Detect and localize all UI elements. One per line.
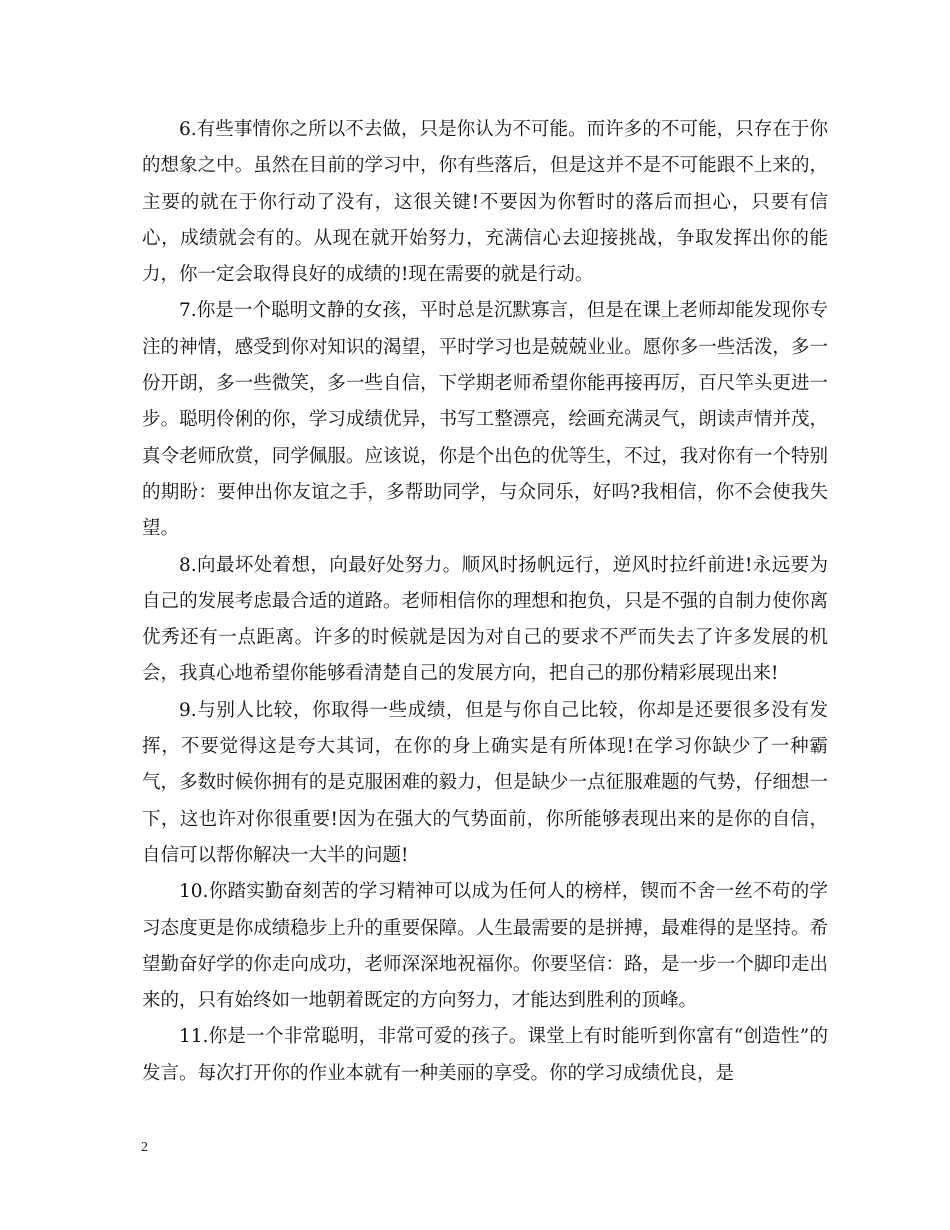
document-body bbox=[142, 112, 828, 1092]
paragraph-10: 10.你踏实勤奋刻苦的学习精神可以成为任何人的榜样，锲而不舍一丝不苟的学习态度更是你成绩稳步上升的重要保障。人生最需要的是拼搏，最难得的是坚持。希望勤奋好学的你走向成功，老师深深地祝福你。你要坚信：路，是一步一个脚印走出来的，只有始终如一地朝着既定的方向努力，才能达到胜利的顶峰。 bbox=[142, 881, 828, 1012]
paragraph-9: 9.与别人比较，你取得一些成绩，但是与你自己比较，你却是还要很多没有发挥，不要觉得这是夸大其词，在你的身上确实是有所体现!在学习你缺少了一种霸气，多数时候你拥有的是克服困难的毅力，但是缺少一点征服难题的气势，仔细想一下，这也许对你很重要!因为在强大的气势面前，你所能够表现出来的是你的自信，自信可以帮你解决一大半的问题! bbox=[142, 699, 828, 866]
paragraph-8: 8.向最坏处着想，向最好处努力。顺风时扬帆远行，逆风时拉纤前进!永远要为自己的发展考虑最合适的道路。老师相信你的理想和抱负，只是不强的自制力使你离优秀还有一点距离。许多的时候就是因为对自己的要求不严而失去了许多发展的机会，我真心地希望你能够看清楚自己的发展方向，把自己的那份精彩展现出来! bbox=[142, 554, 828, 685]
paragraph-6: 6.有些事情你之所以不去做，只是你认为不可能。而许多的不可能，只存在于你的想象之中。虽然在目前的学习中，你有些落后，但是这并不是不可能跟不上来的，主要的就在于你行动了没有，这很关键!不要因为你暂时的落后而担心，只要有信心，成绩就会有的。从现在就开始努力，充满信心去迎接挑战，争取发挥出你的能力，你一定会取得良好的成绩的!现在需要的就是行动。 bbox=[142, 119, 828, 286]
paragraph-7: 7.你是一个聪明文静的女孩，平时总是沉默寡言，但是在课上老师却能发现你专注的神情，感受到你对知识的渴望，平时学习也是兢兢业业。愿你多一些活泼，多一份开朗，多一些微笑，多一些自信，下学期老师希望你能再接再厉，百尺竿头更进一步。聪明伶俐的你，学习成绩优异，书写工整漂亮，绘画充满灵气，朗读声情并茂，真令老师欣赏，同学佩服。应该说，你是个出色的优等生，不过，我对你有一个特别的期盼：要伸出你友谊之手，多帮助同学，与众同乐，好吗?我相信，你不会使我失望。 bbox=[142, 300, 828, 540]
page-number: 2 bbox=[141, 1140, 148, 1155]
paragraph-11: 11.你是一个非常聪明，非常可爱的孩子。课堂上有时能听到你富有“创造性”的发言。每次打开你的作业本就有一种美丽的享受。你的学习成绩优良，是 bbox=[142, 1026, 828, 1084]
